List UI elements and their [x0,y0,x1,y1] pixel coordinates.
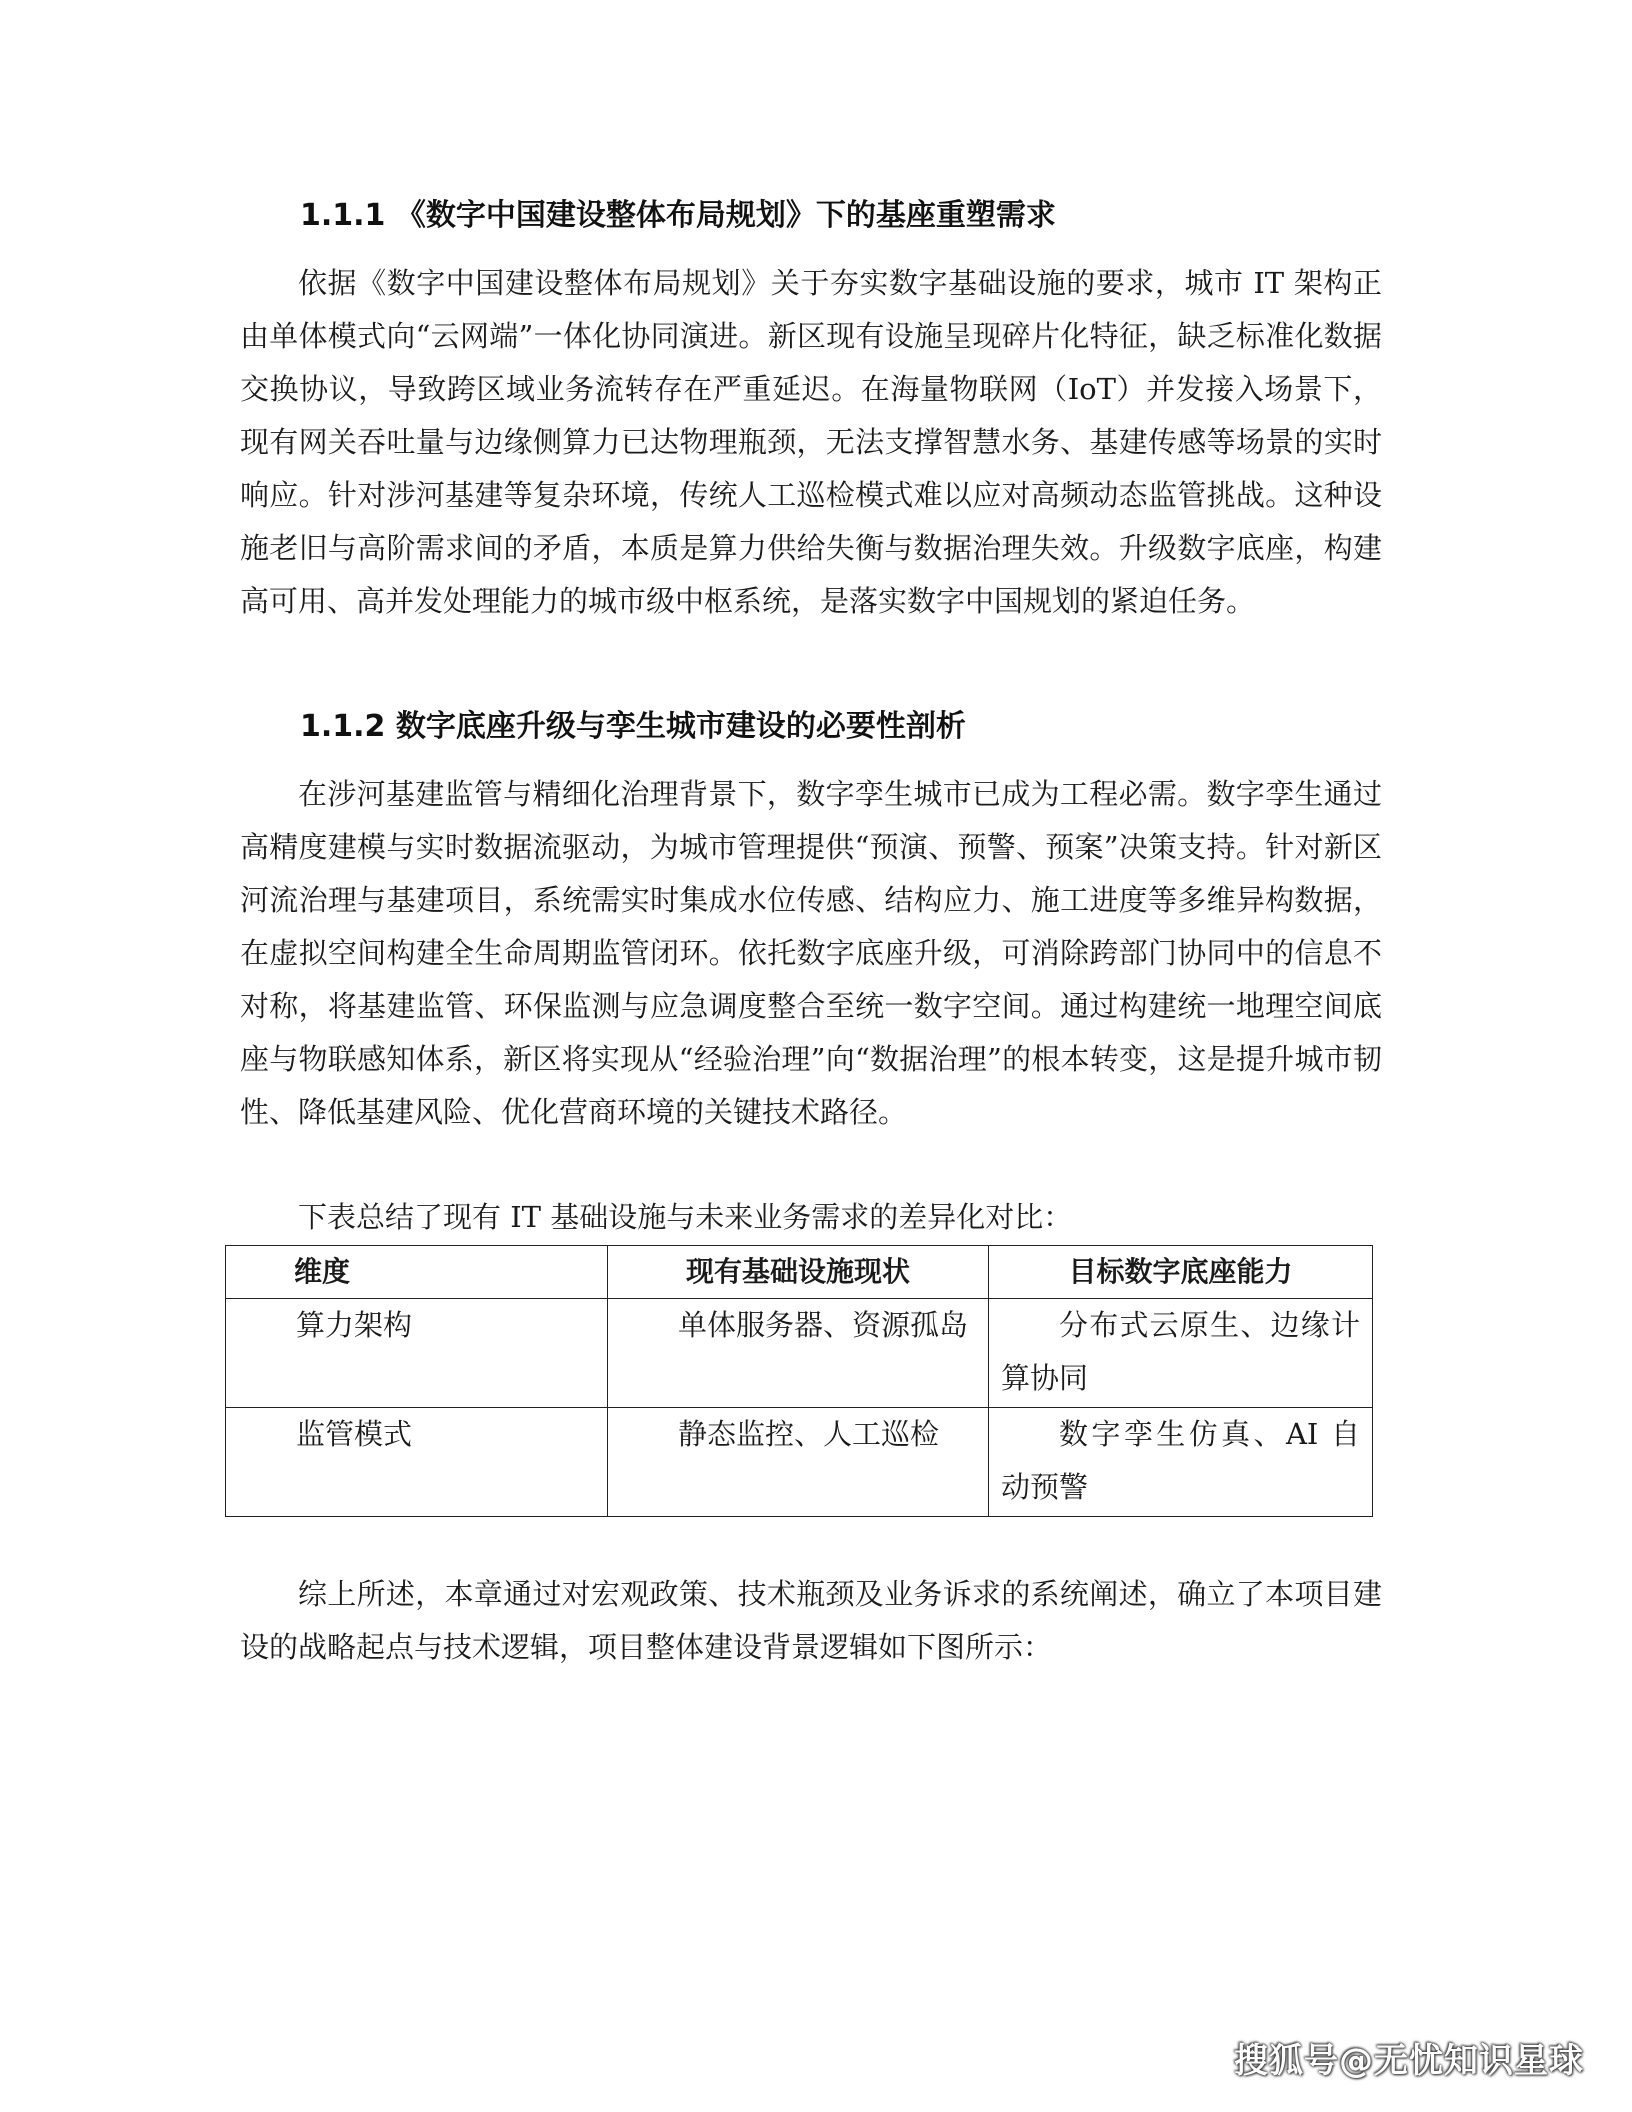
cell-text: 单体服务器、资源孤岛 [678,1308,969,1342]
section-2-paragraph: 在涉河基建监管与精细化治理背景下，数字孪生城市已成为工程必需。数字孪生通过高精度建模与实时数据流驱动，为城市管理提供“预演、预警、预案”决策支持。针对新区河流治理与基建项目，系统需实时集成水位传感、结构应力、施工进度等多维异构数据，在虚拟空间构建全生命周期监管闭环。依托数字底座升级，可消除跨部门协同中的信息不对称，将基建监管、环保监测与应急调度整合至统一数字空间。通过构建统一地理空间底座与物联感知体系，新区将实现从“经验治理”向“数据治理”的根本转变，这是提升城市韧性、降低基建风险、优化营商环境的关键技术路径。 [240,777,1382,1129]
section-1-paragraph: 依据《数字中国建设整体布局规划》关于夯实数字基础设施的要求，城市 IT 架构正由单体模式向“云网端”一体化协同演进。新区现有设施呈现碎片化特征，缺乏标准化数据交换协议，导致跨区域业务流转存在严重延迟。在海量物联网（IoT）并发接入场景下，现有网关吞吐量与边缘侧算力已达物理瓶颈，无法支撑智慧水务、基建传感等场景的实时响应。针对涉河基建等复杂环境，传统人工巡检模式难以应对高频动态监管挑战。这种设施老旧与高阶需求间的矛盾，本质是算力供给失衡与数据治理失效。升级数字底座，构建高可用、高并发处理能力的城市级中枢系统，是落实数字中国规划的紧迫任务。 [240,266,1382,618]
table-cell [989,1299,1373,1408]
comparison-table [225,1245,1373,1517]
cell-text: 数字孪生仿真、AI 自动预警 [1001,1417,1360,1504]
table-header-current: 现有基础设施现状 [608,1246,989,1299]
cell-text: 算力架构 [296,1308,413,1342]
cell-text: 静态监控、人工巡检 [678,1417,940,1451]
conclusion-paragraph: 综上所述，本章通过对宏观政策、技术瓶颈及业务诉求的系统阐述，确立了本项目建设的战略起点与技术逻辑，项目整体建设背景逻辑如下图所示： [240,1577,1382,1664]
cell-text: 监管模式 [296,1417,413,1451]
table-cell [226,1299,608,1408]
table-header-target: 目标数字底座能力 [989,1246,1373,1299]
table-intro: 下表总结了现有 IT 基础设施与未来业务需求的差异化对比： [298,1200,1073,1234]
table-cell [608,1299,989,1408]
table-row [226,1408,1373,1517]
section-heading-1-1-1: 1.1.1 《数字中国建设整体布局规划》下的基座重塑需求 [300,198,1056,233]
table-cell [608,1408,989,1517]
watermark: 搜狐号@无忧知识星球 [1234,2041,1584,2081]
table-header-dimension: 维度 [226,1246,608,1299]
table-cell [226,1408,608,1517]
section-heading-1-1-2: 1.1.2 数字底座升级与孪生城市建设的必要性剖析 [300,709,966,744]
table-header-row [226,1246,1373,1299]
cell-text: 分布式云原生、边缘计算协同 [1001,1308,1360,1395]
table-row [226,1299,1373,1408]
table-cell [989,1408,1373,1517]
